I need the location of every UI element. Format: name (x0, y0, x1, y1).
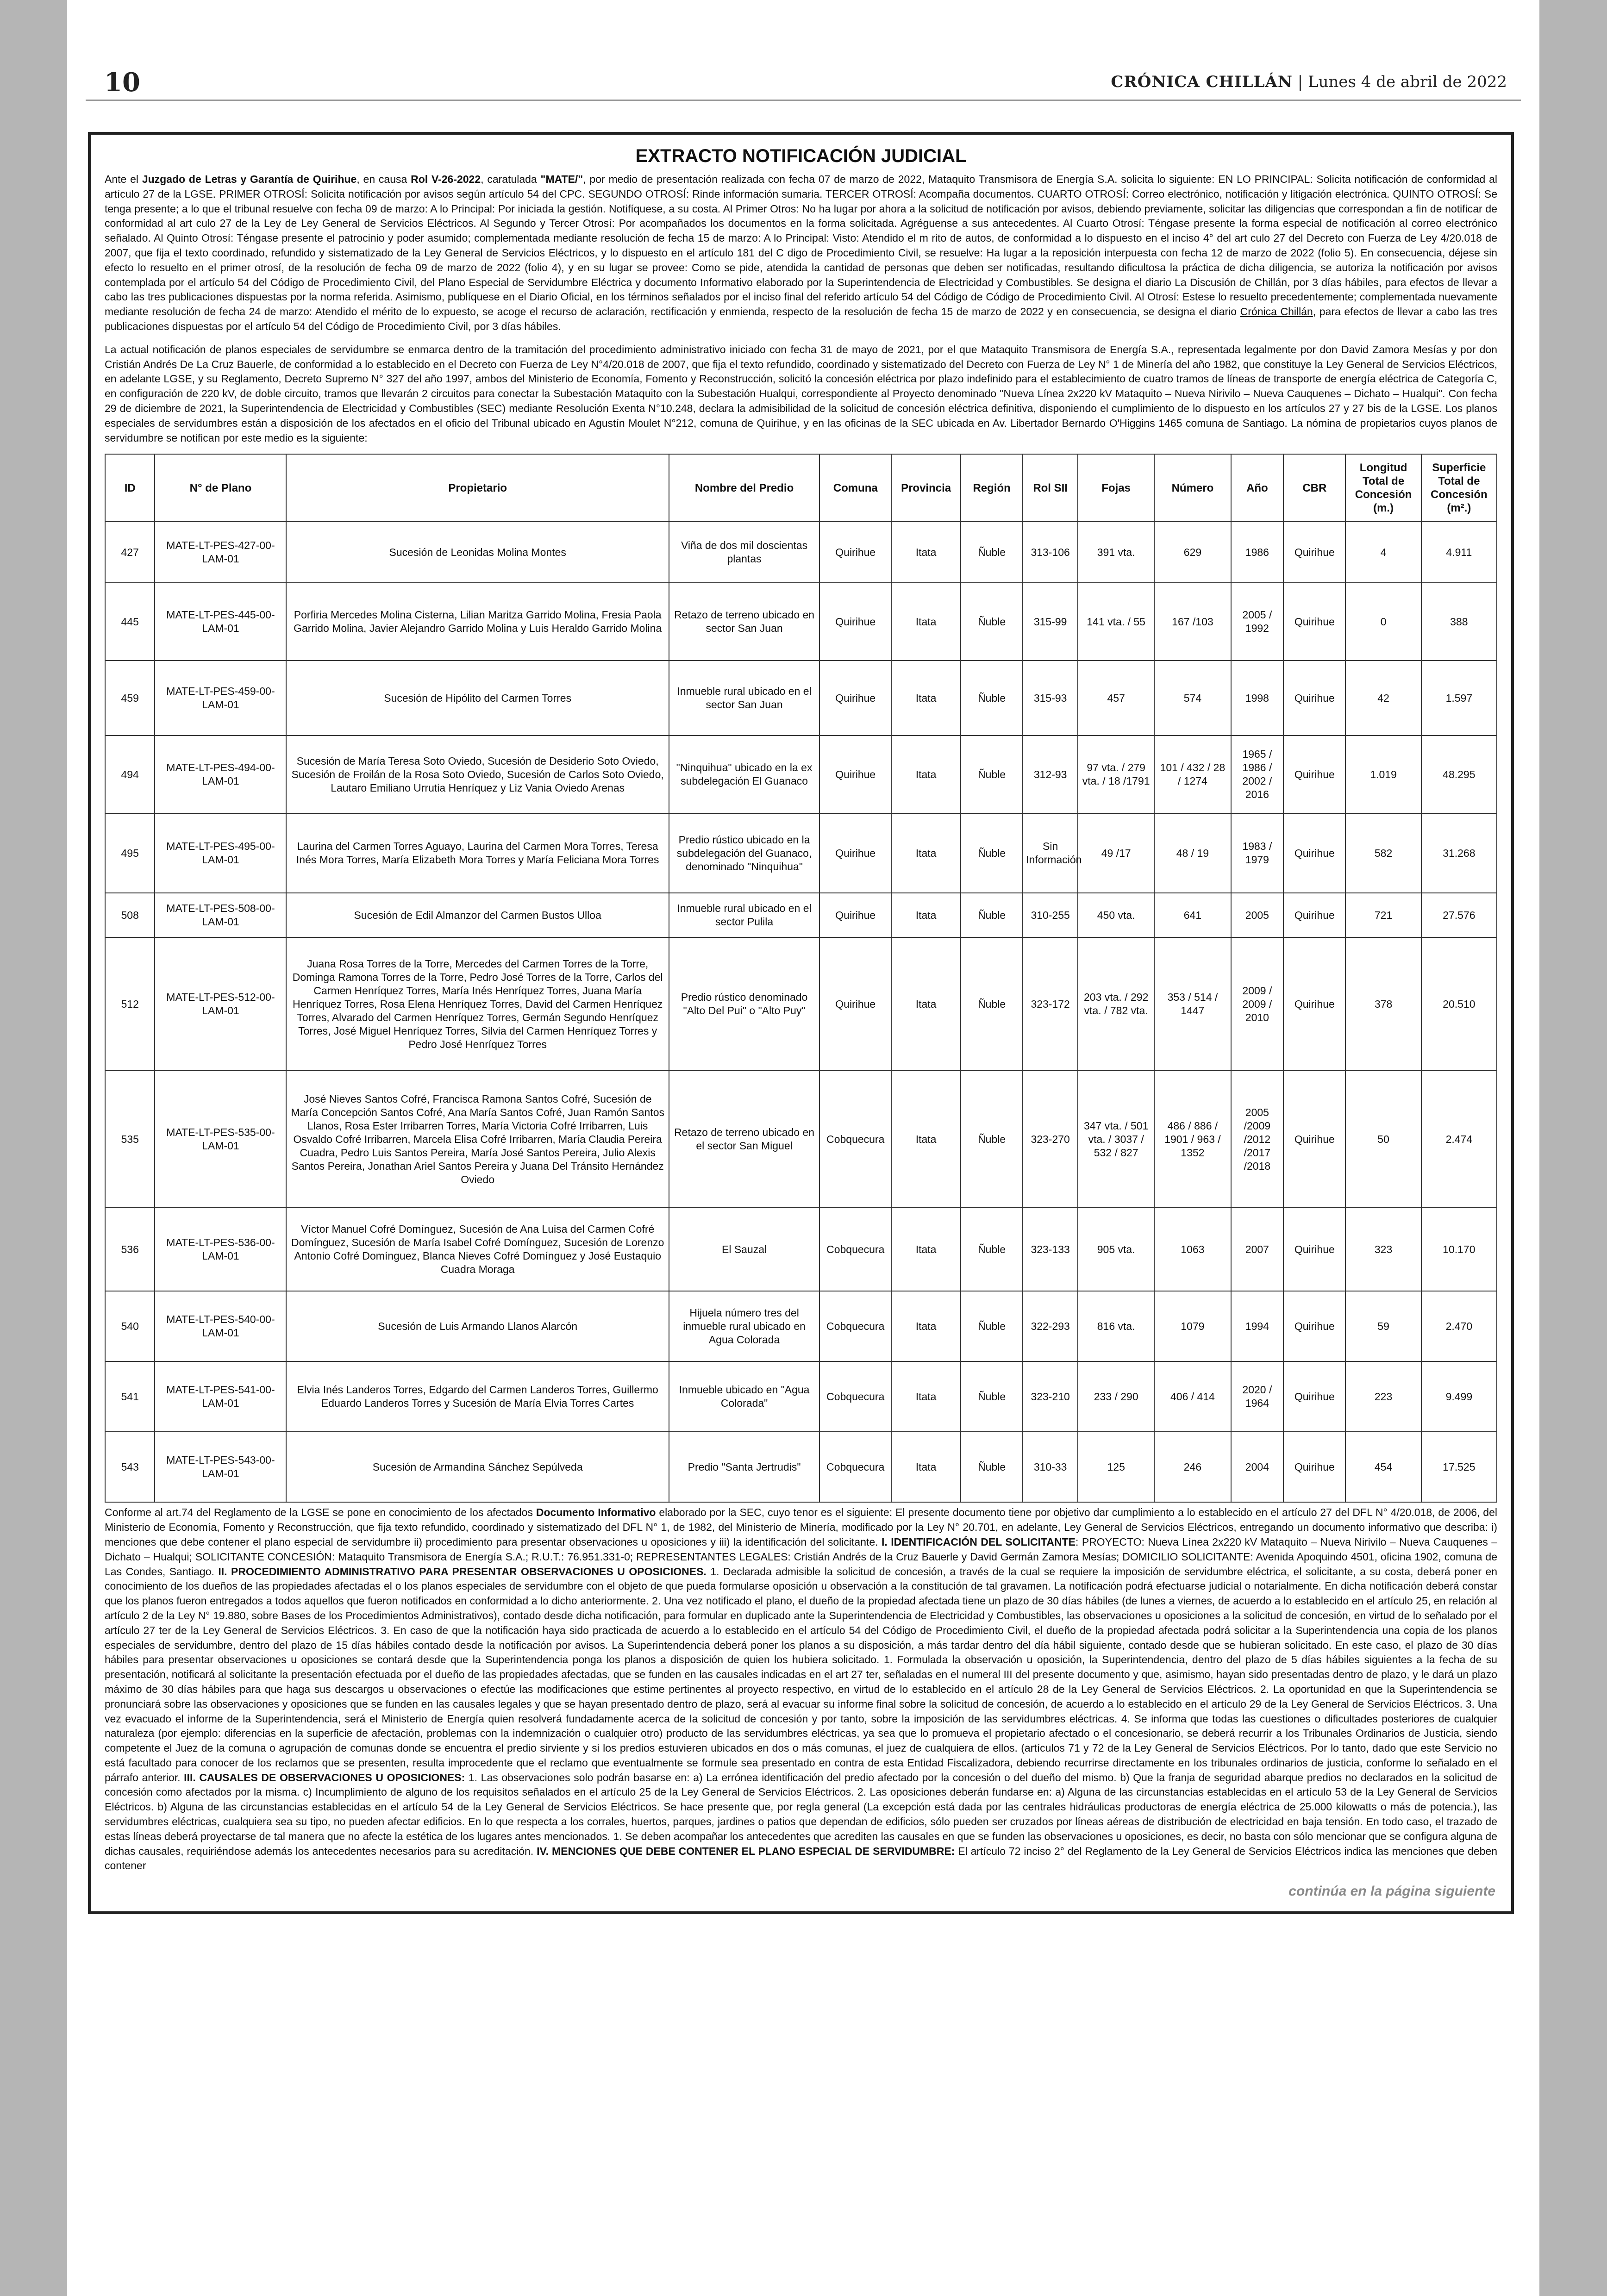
table-cell: Itata (891, 583, 961, 661)
table-cell: Itata (891, 937, 961, 1071)
table-cell: 347 vta. / 501 vta. / 3037 / 532 / 827 (1078, 1071, 1154, 1208)
table-cell: 10.170 (1421, 1208, 1497, 1291)
table-cell: 459 (105, 661, 155, 736)
table-cell: MATE-LT-PES-536-00-LAM-01 (155, 1208, 286, 1291)
table-cell: Itata (891, 1291, 961, 1361)
table-cell: 574 (1154, 661, 1231, 736)
table-cell: 4.911 (1421, 522, 1497, 583)
table-cell: 125 (1078, 1432, 1154, 1502)
column-header: Número (1154, 454, 1231, 522)
column-header: N° de Plano (155, 454, 286, 522)
table-cell: Laurina del Carmen Torres Aguayo, Laurina del Carmen Mora Torres, Teresa Inés Mora Torres, María Elizabeth Mora Torres y María Feliciana Mora Torres (286, 813, 669, 893)
table-cell: Porfiria Mercedes Molina Cisterna, Lilian Maritza Garrido Molina, Fresia Paola Garrido Molina, Javier Alejandro Garrido Molina y Luis Heraldo Garrido Molina (286, 583, 669, 661)
table-cell: Inmueble rural ubicado en el sector Pulila (669, 893, 819, 937)
table-cell: 2.470 (1421, 1291, 1497, 1361)
table-cell: Víctor Manuel Cofré Domínguez, Sucesión de Ana Luisa del Carmen Cofré Domínguez, Sucesión de María Isabel Cofré Domínguez, Sucesión de Lorenzo Antonio Cofré Domínguez, Blanca Nieves Cofré Domínguez y José Eustaquio Cuadra Moraga (286, 1208, 669, 1291)
section-heading: IV. MENCIONES QUE DEBE CONTENER EL PLANO ESPECIAL DE SERVIDUMBRE: (537, 1845, 955, 1857)
table-cell: Elvia Inés Landeros Torres, Edgardo del Carmen Landeros Torres, Guillermo Eduardo Landeros Torres y Sucesión de María Elvia Torres Cartes (286, 1361, 669, 1432)
table-cell: Sin Información (1023, 813, 1078, 893)
table-cell: Juana Rosa Torres de la Torre, Mercedes del Carmen Torres de la Torre, Dominga Ramona Torres de la Torre, Pedro José Torres de la Torre, Carlos del Carmen Henríquez Torres, María Inés Henríquez Torres, Juana María Henríquez Torres, Rosa Elena Henríquez Torres, David del Carmen Henríquez Torres, Alvarado del Carmen Henríquez Torres, Germán Segundo Henríquez Torres, José Miguel Henríquez Torres, Silvia del Carmen Henríquez Torres y Pedro José Henríquez Torres (286, 937, 669, 1071)
table-cell: 97 vta. / 279 vta. / 18 /1791 (1078, 736, 1154, 813)
table-cell: 323-172 (1023, 937, 1078, 1071)
text-run: 1. Declarada admisible la solicitud de concesión, a través de la cual se requiere la imposición de servidumbre eléctrica, el solicitante, a su costa, deberá poner en conocimiento de los dueños de las propiedades afectadas el o los planos especiales de servidumbre con el objeto de que pueda formularse oposición u observación a la constitución de tal gravamen. La notificación podrá efectuarse judicial o notarialmente. En dicha notificación deberá constar que los planos fueron entregados a todos aquellos que fueron notificados en conformidad a lo dicho anteriormente. 2. Una vez notificado el plano, el dueño de la propiedad afectada tiene un plazo de 30 días hábiles (de lunes a viernes, de acuerdo a lo establecido en el artículo 25, en relación al artículo 2 de la Ley N° 19.880, sobre Bases de los Procedimientos Administrativos), contado desde dicha notificación, para formular en duplicado ante la Superintendencia de Electricidad y Combustibles, las observaciones u oposiciones a la solicitud de concesión, en virtud de lo señalado por el artículo 27 ter de la Ley General de Servicios Eléctricos. 3. En caso de que la notificación haya sido practicada de acuerdo a lo establecido en el artículo 54 del Código de Procedimiento Civil, el dueño de la propiedad afectada podrá solicitar a la Superintendencia una copia de los planos especiales de servidumbre, dentro del plazo de 15 días hábiles contado desde la notificación por avisos. La Superintendencia deberá poner los planos a su disposición, a más tardar dentro del día hábil siguiente, contado desde que se hubieran solicitado. En este caso, el plazo de 30 días hábiles para presentar observaciones u oposiciones se contará desde que la Superintendencia ponga los planos a disposición de quien los hubiera solicitado. 1. Formulada la observación u oposición, la Superintendencia, dentro del plazo de 5 días hábiles siguientes a la fecha de su presentación, notificará al solicitante la presentación efectuada por el dueño de las propiedades afectadas, que se funden en las causales indicadas en el art 27 ter, señaladas en el numeral III del presente documento y que, asimismo, hayan sido presentadas dentro de plazo, y le dará un plazo máximo de 30 días hábiles para que haga sus descargos u observaciones o efectúe las modificaciones que estime pertinentes al proyecto respectivo, en virtud de lo establecido en el artículo 28 de la Ley General de Servicios Eléctricos. 2. La oportunidad en que la Superintendencia se pronunciará sobre las observaciones y oposiciones que se funden en las causales legales y que se hayan presentado dentro de plazo, será al evacuar su informe final sobre la solicitud de concesión, de acuerdo a lo establecido en el artículo 29 de la Ley General de Servicios Eléctricos. 3. Una vez evacuado el informe de la Superintendencia, será el Ministerio de Energía quien resolverá fundadamente acerca de la solicitud de concesión y por tanto, sobre la imposición de las servidumbres eléctricas. 4. Se informa que todas las cuestiones o dificultades posteriores de cualquier naturaleza (por ejemplo: diferencias en la superficie de afectación, problemas con la indemnización o cualquier otro) producto de las servidumbres eléctricas, ya sea que lo promueva el propietario afectado o el concesionario, se deberá recurrir a los Tribunales Ordinarios de Justicia, siendo competente el Juez de la comuna o agrupación de comunas donde se encuentra el predio sirviente y si los predios estuvieren ubicados en dos o más comunas, el juez de cualquiera de ellos. (artículos 71 y 72 de la Ley General de Servicios Eléctricos. Por lo tanto, dado que este Servicio no está facultado para conocer de los reclamos que se presenten, resulta improcedente que el reclamo que eventualmente se formule sea presentado en contra de esta Entidad Fiscalizadora, debiendo recurrirse directamente en los tribunales ordinarios de justicia, conforme lo señalado en el párrafo anterior. (105, 1565, 1498, 1784)
table-cell: Cobquecura (819, 1432, 891, 1502)
table-cell: Hijuela número tres del inmueble rural ubicado en Agua Colorada (669, 1291, 819, 1361)
text-run: 1. Las observaciones solo podrán basarse en: a) La errónea identificación del predio afectado por la concesión o del dueño del mismo. b) Que la franja de seguridad abarque predios no declarados en la solicitud de concesión como afectados por la misma. c) Incumplimiento de alguno de los requisitos señalados en el artículo 25 de la Ley General de Servicios Eléctricos. 2. Las oposiciones deberán fundarse en: a) Alguna de las circunstancias establecidas en el artículo 53 de la Ley General de Servicios Eléctricos. b) Alguna de las circunstancias establecidas en el artículo 54 de la Ley General de Servicios Eléctricos. Se hace presente que, por regla general (La excepción está dada por las centrales hidráulicas productoras de energía eléctrica de 25.000 kilowatts o más de potencia.), las servidumbres eléctricas, cualquiera sea su tipo, no pueden afectar edificios. En lo que respecta a los corrales, huertos, parques, jardines o patios que dependan de edificios, sólo pueden ser cruzados por líneas aéreas de distribución de electricidad en baja tensión. En todo caso, el trazado de estas líneas deberá proyectarse de tal manera que no afecte la estética de los lugares antes mencionados. 1. Se deben acompañar los antecedentes que acrediten las causales en que se funden las observaciones u oposiciones, es decir, no basta con sólo mencionar que se configura alguna de dichas causales, requiriéndose además los antecedentes necesarios para su acreditación. (105, 1771, 1497, 1857)
column-header: CBR (1283, 454, 1345, 522)
table-cell: Quirihue (1283, 1432, 1345, 1502)
table-cell: Itata (891, 813, 961, 893)
table-cell: Inmueble ubicado en "Agua Colorada" (669, 1361, 819, 1432)
table-cell: 2005 /2009 /2012 /2017 /2018 (1231, 1071, 1284, 1208)
table-cell: Quirihue (1283, 937, 1345, 1071)
table-cell: 2.474 (1421, 1071, 1497, 1208)
table-cell: MATE-LT-PES-512-00-LAM-01 (155, 937, 286, 1071)
table-cell: Itata (891, 1361, 961, 1432)
table-cell: 48 / 19 (1154, 813, 1231, 893)
table-row (105, 1208, 1497, 1291)
table-cell: Sucesión de Edil Almanzor del Carmen Bustos Ulloa (286, 893, 669, 937)
text-run: , por medio de presentación realizada con fecha 07 de marzo de 2022, Mataquito Transmisora de Energía S.A. solicita lo siguiente: EN LO PRINCIPAL: Solicita notificación de conformidad al artículo 27 de la LGSE. PRIMER OTROSÍ: Solicita notificación por avisos según artículo 54 del CPC. SEGUNDO OTROSÍ: Rinde información sumaria. TERCER OTROSÍ: Acompaña documentos. CUARTO OTROSÍ: Correo electrónico, notificación y litigación electrónica. QUINTO OTROSÍ: Se tenga presente; a lo que el tribunal resuelve con fecha 09 de marzo: A lo Principal: Por iniciada la gestión. Notifíquese, a su costa. Al Primer Otros: No ha lugar por ahora a la solicitud de notificación por avisos, debiendo previamente, solicitar las diligencias que correspondan a fin de notificar de conformidad al art culo 27 de la Ley de Ley General de Servicios Eléctricos. Al Segundo y Tercer Otrosí: Por acompañados los documentos en la forma solicitada. Agréguense a sus antecedentes. Al Cuarto Otrosí: Téngase presente la forma especial de notificación al correo electrónico señalado. Al Quinto Otrosí: Téngase presente el patrocinio y poder asumido; complementada mediante resolución de fecha 15 de marzo: A lo Principal: Visto: Atendido el m rito de autos, de conformidad a lo dispuesto en el inciso 4° del art culo 27 del Decreto con Fuerza de Ley 4/20.018 de 2007, que fija el texto coordinado, refundido y sistematizado de la Ley General de Servicios Eléctricos, y lo dispuesto en el artículo 181 del C digo de Procedimiento Civil, se resuelve: Ha lugar a la reposición interpuesta con fecha 12 de marzo de 2022 (folio 5). En consecuencia, déjese sin efecto lo resuelto en el primer otrosí, de la resolución de fecha 09 de marzo de 2022 (folio 4), y en su lugar se provee: Como se pide, atendida la cantidad de personas que deben ser notificadas, resultando dificultosa la práctica de dicha diligencia, se autoriza la notificación por avisos contemplada por el artículo 54 del Código de Procedimiento Civil, del Plano Especial de Servidumbre Eléctrica y documento Informativo elaborado por la Superintendencia de Electricidad y Combustibles. Se designa el diario La Discusión de Chillán, por 3 días hábiles, para efectos de llevar a cabo las tres publicaciones dispuestas por la norma referida. Asimismo, publíquese en el Diario Oficial, en los términos señalados por el inciso final del referido artículo 54 del Código de Código de Procedimiento Civil. Al Otrosí: Estese lo resuelto precedentemente; complementada nuevamente mediante resolución de fecha 24 de marzo: Atendido el mérito de lo expuesto, se acoge el recurso de aclaración, rectificación y enmienda, respecto de la resolución de fecha 15 de marzo de 2022 y en consecuencia, se designa el diario (105, 173, 1497, 318)
table-cell: 512 (105, 937, 155, 1071)
table-cell: Cobquecura (819, 1071, 891, 1208)
text-run: El artículo 72 inciso 2° del Reglamento de la Ley General de Servicios Eléctricos indica las menciones que deben contener (105, 1845, 1498, 1872)
column-header: Comuna (819, 454, 891, 522)
table-cell: Itata (891, 522, 961, 583)
table-cell: MATE-LT-PES-495-00-LAM-01 (155, 813, 286, 893)
table-cell: 2020 / 1964 (1231, 1361, 1284, 1432)
table-cell: 353 / 514 / 1447 (1154, 937, 1231, 1071)
column-header: Región (961, 454, 1023, 522)
table-cell: 1983 / 1979 (1231, 813, 1284, 893)
table-cell: MATE-LT-PES-445-00-LAM-01 (155, 583, 286, 661)
column-header: Nombre del Predio (669, 454, 819, 522)
table-cell: Quirihue (1283, 1208, 1345, 1291)
table-cell: 388 (1421, 583, 1497, 661)
table-cell: 223 (1345, 1361, 1421, 1432)
table-cell: 312-93 (1023, 736, 1078, 813)
table-cell: 445 (105, 583, 155, 661)
column-header: Fojas (1078, 454, 1154, 522)
masthead (86, 62, 1521, 101)
table-cell: Inmueble rural ubicado en el sector San Juan (669, 661, 819, 736)
table-cell: 2004 (1231, 1432, 1284, 1502)
table-cell: 457 (1078, 661, 1154, 736)
text-run: , en causa (356, 173, 407, 185)
table-cell: 1.597 (1421, 661, 1497, 736)
table-cell: Itata (891, 661, 961, 736)
table-cell: Ñuble (961, 1208, 1023, 1291)
table-cell: 378 (1345, 937, 1421, 1071)
table-cell: Itata (891, 893, 961, 937)
table-cell: Itata (891, 736, 961, 813)
table-cell: 310-255 (1023, 893, 1078, 937)
table-cell: MATE-LT-PES-543-00-LAM-01 (155, 1432, 286, 1502)
notice-body (105, 172, 1497, 445)
table-cell: "Ninquihua" ubicado en la ex subdelegación El Guanaco (669, 736, 819, 813)
table-cell: 50 (1345, 1071, 1421, 1208)
table-row (105, 736, 1497, 813)
section-heading: II. PROCEDIMIENTO ADMINISTRATIVO PARA PRESENTAR OBSERVACIONES U OPOSICIONES. (218, 1565, 707, 1578)
column-header: Superficie Total de Concesión (m².) (1421, 454, 1497, 522)
text-run: , caratulada (481, 173, 537, 185)
table-cell: Itata (891, 1432, 961, 1502)
table-cell: Quirihue (819, 522, 891, 583)
table-cell: Quirihue (819, 893, 891, 937)
table-cell: MATE-LT-PES-459-00-LAM-01 (155, 661, 286, 736)
case-rol: Rol V-26-2022 (411, 173, 481, 185)
table-cell: Sucesión de Luis Armando Llanos Alarcón (286, 1291, 669, 1361)
table-row (105, 1432, 1497, 1502)
table-cell: 1998 (1231, 661, 1284, 736)
table-cell: 31.268 (1421, 813, 1497, 893)
masthead-separator: | (1297, 73, 1303, 91)
table-cell: Retazo de terreno ubicado en el sector San Miguel (669, 1071, 819, 1208)
paragraph-background: La actual notificación de planos especiales de servidumbre se enmarca dentro de la tramitación del procedimiento administrativo iniciado con fecha 31 de mayo de 2021, por el que Mataquito Transmisora de Energía S.A., representada legalmente por don David Zamora Mesías y por don Cristián Andrés De La Cruz Bauerle, de conformidad a lo establecido en el Decreto con Fuerza de Ley N°4/20.018 de 2007, que fija el texto refundido, coordinado y sistematizado del Decreto con Fuerza de Ley N° 1 de Minería del año 1982, que constituye la Ley General de Servicios Eléctricos, en adelante LGSE, y su Reglamento, Decreto Supremo N° 327 del año 1997, ambos del Ministerio de Economía, Fomento y Reconstrucción, solicitó la concesión eléctrica por plazo indefinido para el establecimiento de cuatro tramos de líneas de transporte de energía eléctrica de Categoría C, en configuración de 220 kV, de doble circuito, tramos que llevarán 2 circuitos para conectar la Subestación Mataquito con la Subestación Hualqui, correspondiente al Proyecto denominado "Nueva Línea 2x220 kV Mataquito – Nueva Nirivilo – Nueva Cauquenes – Dichato – Hualqui". Con fecha 29 de diciembre de 2021, la Superintendencia de Electricidad y Combustibles (SEC) mediante Resolución Exenta N°10.248, declara la admisibilidad de la solicitud de concesión eléctrica definitiva, disponiendo el cumplimiento de lo dispuesto en los artículos 27 y 27 bis de la LGSE. Los planos especiales de servidumbres están a disposición de los afectados en el oficio del Tribunal ubicado en Agustín Moulet N°212, comuna de Quirihue, y en las oficinas de la SEC ubicada en Av. Libertador Bernardo O'Higgins 1465 comuna de Santiago. La nómina de propietarios cuyos planos de servidumbre se notifican por este medio es la siguiente: (105, 343, 1497, 444)
table-cell: Quirihue (1283, 661, 1345, 736)
section-heading: I. IDENTIFICACIÓN DEL SOLICITANTE (882, 1535, 1076, 1548)
table-row (105, 1071, 1497, 1208)
table-cell: Sucesión de Armandina Sánchez Sepúlveda (286, 1432, 669, 1502)
table-cell: 313-106 (1023, 522, 1078, 583)
table-cell: 167 /103 (1154, 583, 1231, 661)
table-cell: Ñuble (961, 661, 1023, 736)
table-cell: Ñuble (961, 1071, 1023, 1208)
publication-info (1111, 73, 1507, 91)
table-cell: 2005 / 1992 (1231, 583, 1284, 661)
table-row (105, 813, 1497, 893)
table-cell: 1965 / 1986 / 2002 / 2016 (1231, 736, 1284, 813)
table-cell: 486 / 886 / 1901 / 963 / 1352 (1154, 1071, 1231, 1208)
table-cell: Quirihue (1283, 893, 1345, 937)
table-cell: 20.510 (1421, 937, 1497, 1071)
table-row (105, 1361, 1497, 1432)
judicial-notice (88, 132, 1514, 1914)
table-row (105, 522, 1497, 583)
text-run: Ante el (105, 173, 139, 185)
table-cell: MATE-LT-PES-508-00-LAM-01 (155, 893, 286, 937)
table-cell: 543 (105, 1432, 155, 1502)
informative-document-text (105, 1505, 1497, 1873)
table-cell: Ñuble (961, 937, 1023, 1071)
owners-table (105, 454, 1497, 1503)
table-cell: 141 vta. / 55 (1078, 583, 1154, 661)
table-cell: Quirihue (819, 813, 891, 893)
text-run: , para efectos de llevar a cabo las tres publicaciones dispuestas por el artículo 54 del Código de Procedimiento Civil, por 3 días hábiles. (105, 306, 1498, 332)
table-cell: Quirihue (819, 661, 891, 736)
table-cell: Retazo de terreno ubicado en sector San Juan (669, 583, 819, 661)
table-cell: Ñuble (961, 893, 1023, 937)
table-cell: 494 (105, 736, 155, 813)
case-caption: "MATE/" (540, 173, 583, 185)
column-header: Provincia (891, 454, 961, 522)
table-cell: Predio rústico denominado "Alto Del Pui" o "Alto Puy" (669, 937, 819, 1071)
table-cell: 406 / 414 (1154, 1361, 1231, 1432)
table-cell: 323 (1345, 1208, 1421, 1291)
column-header: Longitud Total de Concesión (m.) (1345, 454, 1421, 522)
table-cell: 203 vta. / 292 vta. / 782 vta. (1078, 937, 1154, 1071)
column-header: Propietario (286, 454, 669, 522)
table-cell: 323-133 (1023, 1208, 1078, 1291)
table-cell: MATE-LT-PES-540-00-LAM-01 (155, 1291, 286, 1361)
table-cell: 540 (105, 1291, 155, 1361)
table-cell: 450 vta. (1078, 893, 1154, 937)
table-header-row (105, 454, 1497, 522)
table-cell: Sucesión de Hipólito del Carmen Torres (286, 661, 669, 736)
table-cell: 9.499 (1421, 1361, 1497, 1432)
table-cell: 233 / 290 (1078, 1361, 1154, 1432)
table-row (105, 583, 1497, 661)
table-cell: MATE-LT-PES-535-00-LAM-01 (155, 1071, 286, 1208)
table-cell: 323-210 (1023, 1361, 1078, 1432)
table-cell: Quirihue (1283, 736, 1345, 813)
table-cell: 1079 (1154, 1291, 1231, 1361)
table-row (105, 893, 1497, 937)
publication-name: CRÓNICA CHILLÁN (1111, 73, 1293, 91)
column-header: ID (105, 454, 155, 522)
notice-title: EXTRACTO NOTIFICACIÓN JUDICIAL (635, 146, 967, 166)
table-cell: Cobquecura (819, 1361, 891, 1432)
table-cell: MATE-LT-PES-541-00-LAM-01 (155, 1361, 286, 1432)
table-row (105, 1291, 1497, 1361)
table-cell: 582 (1345, 813, 1421, 893)
table-cell: Cobquecura (819, 1291, 891, 1361)
table-cell: Itata (891, 1071, 961, 1208)
table-cell: 427 (105, 522, 155, 583)
table-cell: Predio "Santa Jertrudis" (669, 1432, 819, 1502)
table-cell: 323-270 (1023, 1071, 1078, 1208)
table-cell: Quirihue (819, 583, 891, 661)
table-cell: 315-93 (1023, 661, 1078, 736)
section-heading: III. CAUSALES DE OBSERVACIONES U OPOSICIONES: (184, 1771, 465, 1784)
table-cell: 101 / 432 / 28 / 1274 (1154, 736, 1231, 813)
continued-note: continúa en la página siguiente (1288, 1884, 1495, 1899)
table-cell: 2007 (1231, 1208, 1284, 1291)
table-cell: 2005 (1231, 893, 1284, 937)
table-cell: 4 (1345, 522, 1421, 583)
table-cell: Cobquecura (819, 1208, 891, 1291)
table-cell: 49 /17 (1078, 813, 1154, 893)
table-cell: Ñuble (961, 1361, 1023, 1432)
court-name: Juzgado de Letras y Garantía de Quirihue (142, 173, 357, 185)
bold-term: Documento Informativo (536, 1506, 656, 1519)
table-cell: MATE-LT-PES-494-00-LAM-01 (155, 736, 286, 813)
table-cell: Ñuble (961, 583, 1023, 661)
table-cell: 246 (1154, 1432, 1231, 1502)
table-cell: Ñuble (961, 736, 1023, 813)
table-cell: Quirihue (1283, 522, 1345, 583)
table-cell: Ñuble (961, 522, 1023, 583)
table-cell: MATE-LT-PES-427-00-LAM-01 (155, 522, 286, 583)
table-cell: Sucesión de Leonidas Molina Montes (286, 522, 669, 583)
table-cell: 454 (1345, 1432, 1421, 1502)
table-cell: Sucesión de María Teresa Soto Oviedo, Sucesión de Desiderio Soto Oviedo, Sucesión de Froilán de la Rosa Soto Oviedo, Sucesión de Carlos Soto Oviedo, Lautaro Emiliano Urrutia Henríquez y Liz Vania Oviedo Arenas (286, 736, 669, 813)
table-cell: Ñuble (961, 1432, 1023, 1502)
table-body (105, 522, 1497, 1502)
table-cell: 536 (105, 1208, 155, 1291)
table-cell: Predio rústico ubicado en la subdelegación del Guanaco, denominado "Ninquihua" (669, 813, 819, 893)
table-cell: Ñuble (961, 813, 1023, 893)
column-header: Rol SII (1023, 454, 1078, 522)
publication-date: Lunes 4 de abril de 2022 (1308, 73, 1507, 91)
table-cell: 315-99 (1023, 583, 1078, 661)
table-cell: 641 (1154, 893, 1231, 937)
table-cell: 42 (1345, 661, 1421, 736)
table-cell: 322-293 (1023, 1291, 1078, 1361)
table-cell: 59 (1345, 1291, 1421, 1361)
newspaper-page (67, 0, 1539, 2296)
column-header: Año (1231, 454, 1284, 522)
table-cell: 1994 (1231, 1291, 1284, 1361)
table-cell: Quirihue (1283, 1071, 1345, 1208)
text-run: : PROYECTO: Nueva Línea 2x220 kV Mataquito – Nueva Nirivilo – Nueva Cauquenes – Dichato – Hualqui; SOLICITANTE CONCESIÓN: Mataquito Transmisora de Energía S.A.; R.U.T.: 76.951.331-0; REPRESENTANTES LEGALES: Cristián Andrés de la Cruz Bauerle y David Germán Zamora Mesías; DOMICILIO SOLICITANTE: Avenida Apoquindo 4501, oficina 1902, comuna de Las Condes, Santiago. (105, 1535, 1497, 1578)
table-cell: 495 (105, 813, 155, 893)
table-cell: 1986 (1231, 522, 1284, 583)
table-cell: Quirihue (1283, 583, 1345, 661)
table-cell: 1.019 (1345, 736, 1421, 813)
newspaper-name: Crónica Chillán (1240, 306, 1313, 318)
table-cell: 27.576 (1421, 893, 1497, 937)
table-cell: 905 vta. (1078, 1208, 1154, 1291)
table-cell: 816 vta. (1078, 1291, 1154, 1361)
table-cell: 535 (105, 1071, 155, 1208)
table-cell: 48.295 (1421, 736, 1497, 813)
table-row (105, 661, 1497, 736)
table-cell: 17.525 (1421, 1432, 1497, 1502)
text-run: Conforme al art.74 del Reglamento de la LGSE se pone en conocimiento de los afectados (105, 1506, 533, 1519)
table-cell: 541 (105, 1361, 155, 1432)
table-cell: Viña de dos mil doscientas plantas (669, 522, 819, 583)
table-cell: José Nieves Santos Cofré, Francisca Ramona Santos Cofré, Sucesión de María Concepción Santos Cofré, Ana María Santos Cofré, Juan Ramón Santos Llanos, Rosa Ester Irribarren Torres, María Victoria Cofré Irribarren, Luis Osvaldo Cofré Irribarren, Marcela Elisa Cofré Irribarren, María Claudia Pereira Cuadra, Pedro Luis Santos Pereira, María José Santos Pereira, Julio Alexis Santos Pereira, Jonathan Ariel Santos Pereira y Juana Del Tránsito Hernández Oviedo (286, 1071, 669, 1208)
table-cell: 1063 (1154, 1208, 1231, 1291)
text-run: elaborado por la SEC, cuyo tenor es el siguiente: El presente documento tiene por objetivo dar cumplimiento a lo establecido en el artículo 27 del DFL N° 4/20.018, de 2006, del Ministerio de Economía, Fomento y Reconstrucción, que fija texto refundido, coordinado y sistematizado del DFL N° 1, de 1982, del Ministerio de Minería, modificado por la Ley N° 20.701, en adelante, Ley General de Servicios Eléctricos, entregando un documento informativo que describa: i) menciones que debe contener el plano especial de servidumbre ii) procedimiento para presentar observaciones u oposiciones y iii) la identificación del solicitante. (105, 1506, 1498, 1548)
table-row (105, 937, 1497, 1071)
table-cell: 629 (1154, 522, 1231, 583)
table-cell: Quirihue (1283, 1361, 1345, 1432)
table-cell: 2009 / 2009 / 2010 (1231, 937, 1284, 1071)
table-cell: Quirihue (1283, 1291, 1345, 1361)
table-cell: 721 (1345, 893, 1421, 937)
table-cell: Itata (891, 1208, 961, 1291)
table-cell: Quirihue (819, 736, 891, 813)
table-cell: 0 (1345, 583, 1421, 661)
table-cell: Quirihue (1283, 813, 1345, 893)
table-cell: 508 (105, 893, 155, 937)
page-number: 10 (104, 67, 140, 98)
table-cell: 310-33 (1023, 1432, 1078, 1502)
table-cell: Ñuble (961, 1291, 1023, 1361)
paragraph-resolution (105, 172, 1497, 334)
table-cell: El Sauzal (669, 1208, 819, 1291)
table-cell: 391 vta. (1078, 522, 1154, 583)
table-cell: Quirihue (819, 937, 891, 1071)
